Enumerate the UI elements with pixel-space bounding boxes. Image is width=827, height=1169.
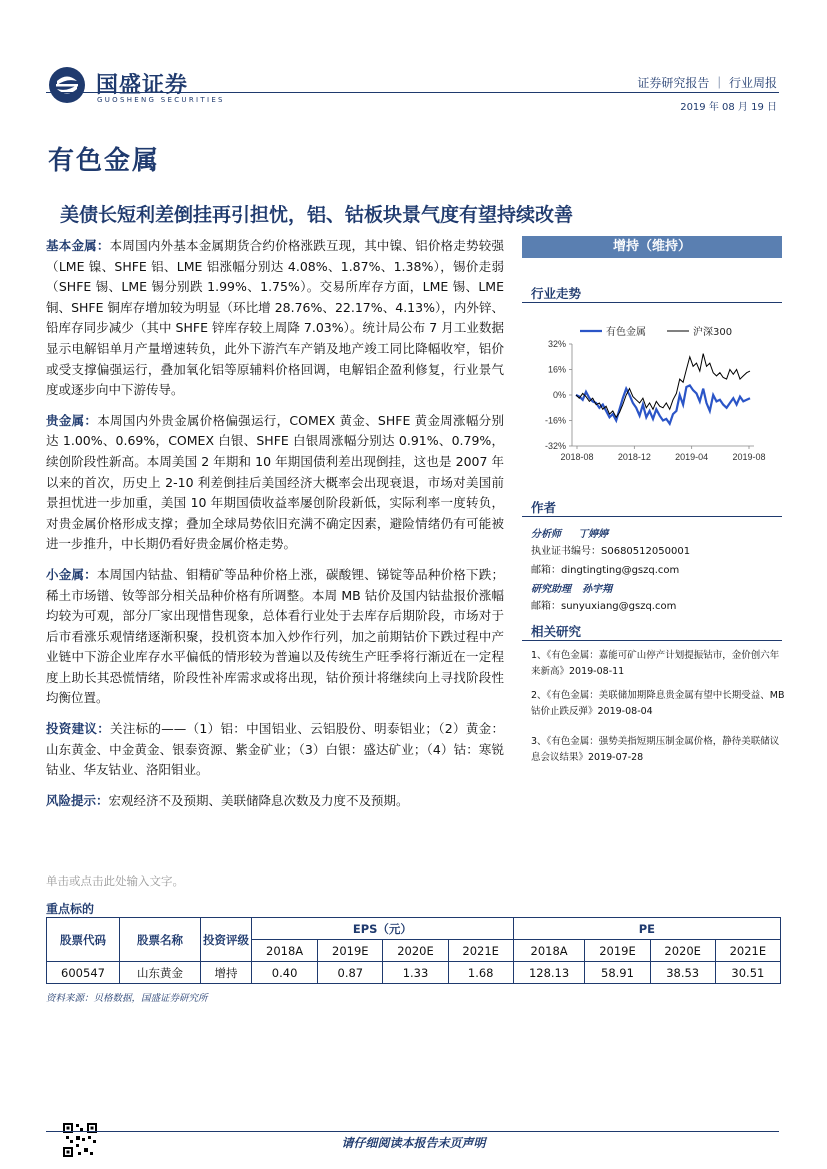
y-tick-label: 0% [552,390,566,400]
eps-value: 0.40 [252,962,318,984]
data-source: 资料来源：贝格数据，国盛证券研究所 [46,993,208,1004]
sector-title: 有色金属 [48,146,161,176]
x-tick-label: 2018-08 [560,452,594,462]
series-line-sector [576,385,750,423]
key-stocks-table [46,917,781,984]
eps-year: 2019E [318,940,383,962]
eps-value: 1.68 [448,962,513,984]
analyst-line [531,527,608,543]
paragraph-investment [46,719,504,781]
pe-year: 2018A [513,940,585,962]
y-tick-label: -16% [544,415,566,426]
stock-code: 600547 [47,962,120,984]
logo-name: 国盛证券 [96,73,189,98]
author-title: 作者 [531,500,557,515]
related-item[interactable]: 3、《有色金属：强势美指短期压制金属价格，静待美联储议息会议结果》2019-07-28 [531,736,780,763]
pe-year: 2019E [585,940,650,962]
pe-value: 58.91 [585,962,650,984]
related-divider [522,640,782,641]
y-tick-label: -32% [544,441,566,451]
stock-rating: 增持 [201,962,252,984]
paragraph-lead: 风险提示： [46,792,109,808]
paragraph-text: 关注标的——（1）铝：中国铝业、云铝股份、明泰铝业；（2）黄金：山东黄金、中金黄金、银泰资源、紫金矿业；（3）白银：盛达矿业；（4）钴：寒锐钴业、华友钴业、洛阳钼业。 [46,721,504,778]
paragraph-precious-metals [46,411,504,555]
guosheng-logo-icon [48,66,86,104]
x-tick-label: 2019-04 [675,452,709,462]
x-tick-label: 2019-08 [732,452,766,462]
analyst-cert: 执业证书编号：S0680512050001 [531,546,691,557]
analyst-name: 丁婷婷 [578,529,609,540]
trend-title: 行业走势 [531,286,582,301]
report-date: 2019 年 08 月 19 日 [680,102,777,113]
pe-value: 128.13 [513,962,585,984]
footer-divider [46,1131,779,1132]
header-code: 股票代码 [47,918,120,962]
pe-year: 2021E [715,940,780,962]
assistant-email[interactable]: 邮箱：sunyuxiang@gszq.com [531,601,677,612]
related-item[interactable]: 2、《有色金属：美联储加期降息贵金属有望中长期受益、MB 钴价止跌反弹》2019-08-04 [531,690,785,717]
key-stocks-title: 重点标的 [46,902,95,916]
header-rating: 投资评级 [201,918,252,962]
author-divider [522,516,782,517]
eps-value: 0.87 [318,962,383,984]
pe-year: 2020E [650,940,715,962]
x-tick-label: 2018-12 [617,452,651,462]
paragraph-lead: 投资建议： [46,721,111,737]
paragraph-lead: 小金属： [46,566,97,582]
paragraph-text: 本周国内钴盐、钼精矿等品种价格上涨，碳酸锂、锑锭等品种价格下跌；稀土市场镨、钕等部分相关品种价格有所调整。本周 MB 钴价及国内钴盐报价涨幅均较为可观，部分厂家出现惜售现象，总体看行业处于去库存后期阶段，市场对于后市看涨乐观情绪逐渐积聚，投机资本加入炒作行列，加之前期钴价下跌过程中产业链中下游企业库存水平偏低的情形较为普遍以及传统生产旺季将行渐近在一定程度上助长其恐慌情绪，阶段性补库需求或将出现，钴价预计将继续向上寻找阶段性均衡位置。 [46,566,504,706]
analyst-email[interactable]: 邮箱：dingtingting@gszq.com [531,565,680,576]
pe-value: 38.53 [650,962,715,984]
logo-english: GUOSHENG SECURITIES [97,96,225,104]
text-placeholder[interactable]: 单击或点击此处输入文字。 [46,874,184,888]
trend-divider [522,302,782,303]
summary-column [46,236,504,821]
rating-badge: 增持（维持） [522,236,782,258]
paragraph-text: 宏观经济不及预期、美联储降息次数及力度不及预期。 [108,792,409,808]
report-type: 证券研究报告 ｜ 行业周报 [637,76,777,90]
footer-disclaimer: 请仔细阅读本报告末页声明 [341,1136,486,1150]
eps-year: 2018A [252,940,318,962]
eps-year: 2021E [448,940,513,962]
pe-value: 30.51 [715,962,780,984]
header-eps: EPS（元） [252,918,514,940]
assistant-line [531,582,612,598]
eps-value: 1.33 [383,962,448,984]
y-tick-label: 32% [547,339,566,349]
paragraph-lead: 贵金属： [46,412,98,428]
paragraph-minor-metals [46,565,504,709]
report-headline: 美债长短利差倒挂再引担忧，铝、钴板块景气度有望持续改善 [60,204,574,226]
assistant-name: 孙宇翔 [582,584,613,595]
paragraph-text: 本周国内外贵金属价格偏强运行，COMEX 黄金、SHFE 黄金周涨幅分别达 1.00%、0.69%，COMEX 白银、SHFE 白银周涨幅分别达 0.91%、0.79%，续创阶段性新高。本周美国 2 年期和 10 年期国债利差出现倒挂，这也是 2007 年以来的首次，历史上 2-10 利差倒挂后美国经济大概率会出现衰退，市场对美国前景担忧进一步加重，美国 10 年期国债收益率屡创阶段新低，实际利率一度转负，对贵金属价格形成支撑；叠加全球局势依旧充满不确定因素，避险情绪仍有可能被进一步推升，中长期仍看好贵金属价格走势。 [46,412,504,552]
related-item[interactable]: 1、《有色金属：嘉能可矿山停产计划提振钴市，金价创六年来新高》2019-08-11 [531,650,780,677]
analyst-label: 分析师 [531,529,561,540]
legend-label: 有色金属 [606,327,646,338]
paragraph-text: 本周国内外基本金属期货合约价格涨跌互现，其中镍、铝价格走势较强（LME 镍、SHFE 铝、LME 铝涨幅分别达 4.08%、1.87%、1.38%），锡价走弱（SHFE 锡、LME 锡分别跌 1.99%、1.75%）。交易所库存方面，LME 锡、LME 铜、SHFE 铜库存增加较为明显（环比增 28.76%、22.17%、4.13%），内外锌、铅库存同步减少（其中 SHFE 锌库存较上周降 7.03%）。统计局公布 7 月工业数据显示电解铝单月产量增速转负，此外下游汽车产销及地产竣工同比降幅收窄，铝价或受支撑偏强运行，叠加氧化铝等原辅料价格回调，电解铝企盈利修复，行业景气度或逐步向中下游传导。 [46,238,504,398]
paragraph-base-metals [46,236,504,401]
table-row [47,962,781,984]
series-line-index [576,354,750,418]
y-tick-label: 16% [547,364,566,375]
related-title: 相关研究 [531,624,582,639]
eps-year: 2020E [383,940,448,962]
legend-label: 沪深300 [693,327,733,338]
assistant-label: 研究助理 [531,584,571,595]
trend-chart [522,318,784,468]
header-name: 股票名称 [120,918,201,962]
paragraph-risk [46,791,504,812]
paragraph-lead: 基本金属： [46,238,110,253]
stock-name: 山东黄金 [120,962,201,984]
header-divider [46,92,779,93]
header-pe: PE [513,918,780,940]
